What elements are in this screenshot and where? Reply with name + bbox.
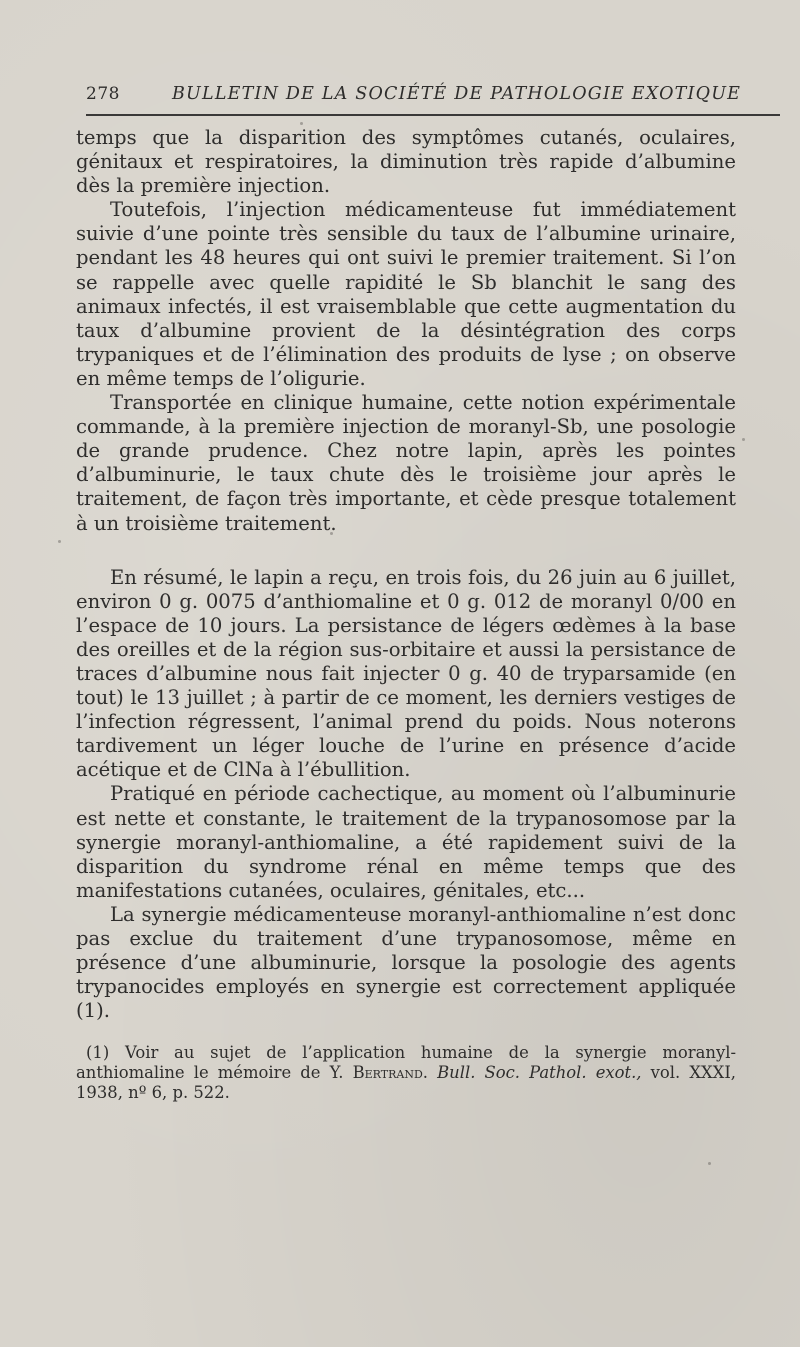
footnote-text [76,1043,736,1103]
paper-speck [300,122,303,125]
paragraph-summary: En résumé, le lapin a reçu, en trois fois, du 26 juin au 6 juillet, environ 0 g. 0075 d’anthiomaline et 0 g. 012 de moranyl 0/00 en l’espace de 10 jours. La persistance de légers œdèmes à la base des oreilles et de la région sus-orbitaire et aussi la persistance de traces d’albumine nous fait injecter 0 g. 40 de tryparsamide (en tout) le 13 juillet ; à partir de ce moment, les derniers vestiges de l’infection régressent, l’animal prend du poids. Nous noterons tardivement un léger louche de l’urine en présence d’acide acétique et de ClNa à l’ébullition. [76,565,736,782]
paragraph: La synergie médicamenteuse moranyl-anthiomaline n’est donc pas exclue du traitement d’une trypanosomose, même en présence d’une albuminurie, lorsque la posologie des agents trypanocides employés en synergie est correctement appliquée (1). [76,902,736,1023]
page-number: 278 [86,84,120,104]
body-text [76,126,736,1103]
paragraph: Toutefois, l’injection médicamenteuse fut immédiatement suivie d’une pointe très sensible du taux de l’albumine urinaire, pendant les 48 heures qui ont suivi le premier traitement. Si l’on se rappelle avec quelle rapidité le Sb blanchit le sang des animaux infectés, il est vraisemblable que cette augmentation du taux d’albumine provient de la désintégration des corps trypaniques et de l’élimination des produits de lyse ; on observe en même temps de l’oligurie. [76,198,736,390]
paper-speck [742,438,745,441]
paragraph: Pratiqué en période cachectique, au moment où l’albuminurie est nette et constante, le traitement de la trypanosomose par la synergie moranyl-anthiomaline, a été rapidement suivi de la disparition du syndrome rénal en même temps que des manifestations cutanées, oculaires, génitales, etc... [76,782,736,902]
footnote-text-before: Voir au sujet de l’application humaine de la synergie moranyl-anthiomaline le mémoire de Y. [76,1043,736,1083]
header-rule [86,114,780,116]
footnote-author: Bertrand. [352,1063,428,1083]
footnote-text-after: vol. XXXI, 1938, nº 6, p. 522. [76,1063,737,1103]
paragraph-continuation: temps que la disparition des symptômes cutanés, oculaires, génitaux et respiratoires, la diminution très rapide d’albumine dès la première injection. [76,126,736,198]
journal-title: BULLETIN DE LA SOCIÉTÉ DE PATHOLOGIE EXOTIQUE [172,84,742,104]
footnote-marker: (1) [86,1043,110,1063]
footnote-citation: Bull. Soc. Pathol. exot., [437,1063,642,1083]
paper-speck [330,532,333,535]
paragraph: Transportée en clinique humaine, cette notion expérimentale commande, à la première injection de moranyl-Sb, une posologie de grande prudence. Chez notre lapin, après les pointes d’albuminurie, le taux chute dès le troisième jour après le traitement, de façon très importante, et cède presque totalement à un troisième traitement. [76,391,736,535]
footnote [76,1043,736,1103]
paper-speck [58,540,61,543]
paper-speck [708,1162,711,1165]
running-header [86,80,780,108]
